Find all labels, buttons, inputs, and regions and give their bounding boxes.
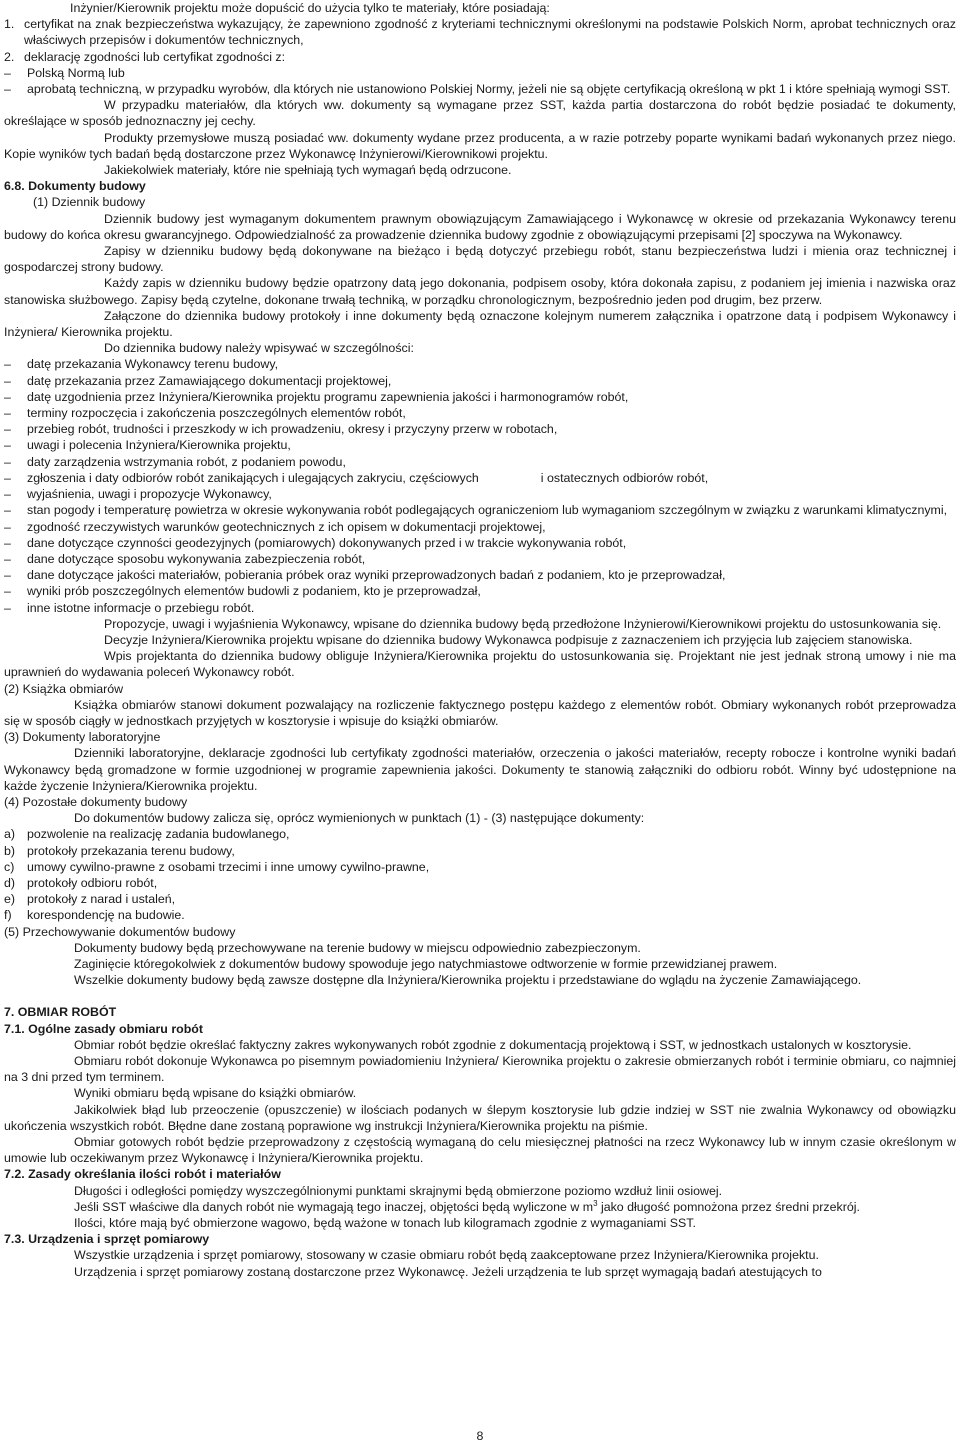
- page-number: 8: [476, 1429, 484, 1443]
- dash-text: dane dotyczące sposobu wykonywania zabezpieczenia robót,: [27, 551, 366, 566]
- dash-item: – datę przekazania przez Zamawiającego dokumentacji projektowej,: [4, 373, 956, 389]
- documents-list: [4, 826, 956, 923]
- list-text: protokoły przekazania terenu budowy,: [27, 843, 235, 858]
- paragraph: Do dziennika budowy należy wpisywać w szczególności:: [104, 341, 414, 356]
- section-heading-7: 7. OBMIAR ROBÓT: [4, 1005, 117, 1020]
- list-item: [4, 49, 956, 65]
- dash-text: i ostatecznych odbiorów robót,: [540, 470, 709, 485]
- dash-item: – zgodność rzeczywistych warunków geotechnicznych z ich opisem w dokumentacji projektowej,: [4, 519, 956, 535]
- dash-text: stan pogody i temperaturę powietrza w okresie wykonywania robót podlegających ograniczeniom lub wymaganiom szczególnym w związku z warunkami klimatycznymi,: [27, 503, 948, 518]
- intro-line: Inżynier/Kierownik projektu może dopuścić do użycia tylko te materiały, które posiadają:: [70, 1, 550, 15]
- section-heading-7-2: 7.2. Zasady określania ilości robót i materiałów: [4, 1167, 281, 1182]
- dash-text: inne istotne informacje o przebiegu robót.: [27, 600, 255, 615]
- dash-text: wyjaśnienia, uwagi i propozycje Wykonawcy,: [27, 487, 272, 502]
- diary-entries-list: [4, 356, 956, 469]
- paragraph: Książka obmiarów stanowi dokument pozwalający na rozliczenie faktycznego postępu każdego z elementów robót. Obmiary wykonanych robót przeprowadza się w sposób ciągły w jednostkach przyjętych w kosztorysie i wpisuje do książki obmiarów.: [4, 697, 956, 728]
- list-text: korespondencję na budowie.: [27, 908, 185, 923]
- section-heading-6-8: 6.8. Dokumenty budowy: [4, 179, 146, 194]
- list-letter: a): [4, 827, 16, 842]
- dash-item: – uwagi i polecenia Inżyniera/Kierownika projektu,: [4, 437, 956, 453]
- dash-text: uwagi i polecenia Inżyniera/Kierownika projektu,: [27, 438, 291, 453]
- paragraph: Jakikolwiek błąd lub przeoczenie (opuszczenie) w ilościach podanych w ślepym kosztorysie lub gdzie indziej w SST nie zwalnia Wykonawcy od obowiązku ukończenia wszystkich robót. Błędne dane zostaną poprawione wg instrukcji Inżyniera/Kierownika projektu na piśmie.: [4, 1102, 956, 1133]
- dash-item: – daty zarządzenia wstrzymania robót, z podaniem powodu,: [4, 454, 956, 470]
- dash-item: – Polską Normą lub: [4, 65, 956, 81]
- list-item: [4, 859, 956, 875]
- dash-item: – aprobatą techniczną, w przypadku wyrobów, dla których nie ustanowiono Polskiej Normy, jeżeli nie są objęte certyfikacją określoną w pkt 1 i które spełniają wymogi SST.: [4, 81, 956, 97]
- subsection-title: (4) Pozostałe dokumenty budowy: [4, 794, 188, 809]
- paragraph: Dokumenty budowy będą przechowywane na terenie budowy w miejscu odpowiednio zabezpieczonym.: [74, 940, 641, 955]
- paragraph: Produkty przemysłowe muszą posiadać ww. dokumenty wydane przez producenta, a w razie potrzeby poparte wynikami badań wykonanych przez niego. Kopie wyników tych badań będą dostarczone przez Wykonawcę Inżynierowi/Kierownikowi projektu.: [4, 130, 956, 161]
- dash-text: datę przekazania przez Zamawiającego dokumentacji projektowej,: [27, 373, 392, 388]
- paragraph: Dziennik budowy jest wymaganym dokumentem prawnym obowiązującym Zamawiającego i Wykonawcę w okresie od przekazania Wykonawcy terenu budowy do końca okresu gwarancyjnego. Odpowiedzialność za prowadzenie dziennika budowy zgodnie z obowiązującymi przepisami [2] spoczywa na Wykonawcy.: [4, 211, 956, 242]
- subsection-title: (5) Przechowywanie dokumentów budowy: [4, 924, 236, 939]
- diary-entries-list-2: [4, 486, 956, 616]
- list-item: [4, 16, 956, 48]
- paragraph: Załączone do dziennika budowy protokoły i inne dokumenty będą oznaczone kolejnym numerem załącznika i opatrzone datą i podpisem Wykonawcy i Inżyniera/ Kierownika projektu.: [4, 308, 956, 340]
- section-heading-7-1: 7.1. Ogólne zasady obmiaru robót: [4, 1021, 203, 1036]
- dash-item: – wyjaśnienia, uwagi i propozycje Wykonawcy,: [4, 486, 956, 502]
- paragraph: Obmiar robót będzie określać faktyczny zakres wykonywanych robót zgodnie z dokumentacją projektową i SST, w jednostkach ustalonych w kosztorysie.: [74, 1037, 912, 1052]
- paragraph: Obmiar gotowych robót będzie przeprowadzony z częstością wymaganą do celu miesięcznej płatności na rzecz Wykonawcy lub w innym czasie określonym w umowie lub oczekiwanym przez Wykonawcę i Inżyniera/Kierownika projektu.: [4, 1135, 956, 1166]
- dash-item: – datę przekazania Wykonawcy terenu budowy,: [4, 356, 956, 372]
- list-letter: e): [4, 892, 16, 907]
- list-letter: f): [4, 908, 12, 923]
- dash-text: daty zarządzenia wstrzymania robót, z podaniem powodu,: [27, 454, 346, 469]
- paragraph: W przypadku materiałów, dla których ww. dokumenty są wymagane przez SST, każda partia dostarczona do robót będzie posiadać te dokumenty, określające w sposób jednoznaczny jej cechy.: [4, 98, 956, 129]
- dash-text: przebieg robót, trudności i przeszkody w ich prowadzeniu, okresy i przyczyny przerw w robotach,: [27, 422, 558, 437]
- subsection-title: (3) Dokumenty laboratoryjne: [4, 730, 161, 745]
- dash-item: – zgłoszenia i daty odbiorów robót zanikających i ulegających zakryciu, częściowych i ostatecznych odbiorów robót,: [4, 470, 709, 485]
- list-letter: d): [4, 875, 16, 890]
- paragraph: Dzienniki laboratoryjne, deklaracje zgodności lub certyfikaty zgodności materiałów, orzeczenia o jakości materiałów, recepty robocze i kontrolne wyniki badań Wykonawcy będą gromadzone w formie uzgodnionej w programie zapewnienia jakości. Dokumenty te stanowią załączniki do odbioru robót. Winny być udostępnione na każde życzenie Inżyniera/Kierownika projektu.: [4, 746, 956, 793]
- paragraph: Do dokumentów budowy zalicza się, oprócz wymienionych w punktach (1) - (3) następujące dokumenty:: [74, 811, 645, 826]
- dash-item: – dane dotyczące jakości materiałów, pobierania próbek oraz wyniki przeprowadzonych badań z podaniem, kto je przeprowadzał,: [4, 567, 956, 583]
- list-item: [4, 826, 956, 842]
- list-text: deklarację zgodności lub certyfikat zgodności z:: [24, 49, 286, 64]
- dash-item: – dane dotyczące czynności geodezyjnych (pomiarowych) dokonywanych przed i w trakcie wykonywania robót,: [4, 535, 956, 551]
- paragraph: Zaginięcie któregokolwiek z dokumentów budowy spowoduje jego natychmiastowe odtworzenie w formie przewidzianej prawem.: [74, 956, 778, 971]
- paragraph: Każdy zapis w dzienniku budowy będzie opatrzony datą jego dokonania, podpisem osoby, która dokonała zapisu, z podaniem jej imienia i nazwiska oraz stanowiska służbowego. Zapisy będą czytelne, dokonane trwałą techniką, w porządku chronologicznym, bezpośrednio jeden pod drugim, bez przerw.: [4, 276, 956, 307]
- paragraph: Jakiekolwiek materiały, które nie spełniają tych wymagań będą odrzucone.: [104, 163, 512, 178]
- paragraph: Wszystkie urządzenia i sprzęt pomiarowy, stosowany w czasie obmiaru robót będą zaakceptowane przez Inżyniera/Kierownika projektu.: [74, 1248, 819, 1263]
- list-text: umowy cywilno-prawne z osobami trzecimi i inne umowy cywilno-prawne,: [27, 859, 430, 874]
- list-item: [4, 875, 956, 891]
- dash-item: – terminy rozpoczęcia i zakończenia poszczególnych elementów robót,: [4, 405, 956, 421]
- section-heading-7-3: 7.3. Urządzenia i sprzęt pomiarowy: [4, 1232, 210, 1247]
- list-item: [4, 843, 956, 859]
- list-letter: b): [4, 843, 16, 858]
- dash-item: – datę uzgodnienia przez Inżyniera/Kierownika projektu programu zapewnienia jakości i harmonogramów robót,: [4, 389, 956, 405]
- dash-text: Polską Normą lub: [27, 65, 125, 80]
- paragraph: Obmiaru robót dokonuje Wykonawca po pisemnym powiadomieniu Inżyniera/ Kierownika projektu o zakresie obmierzanych robót i terminie obmiaru, co najmniej na 3 dni przed tym terminem.: [4, 1054, 956, 1085]
- paragraph: Jeśli SST właściwe dla danych robót nie wymagają tego inaczej, objętości będą wyliczone w $m^3$ jako długość pomnożona przez średni przekrój.: [74, 1198, 860, 1214]
- subsection-title: (2) Książka obmiarów: [4, 681, 124, 696]
- paragraph: Urządzenia i sprzęt pomiarowy zostaną dostarczone przez Wykonawcę. Jeżeli urządzenia te lub sprzęt wymagają badań atestujących to: [74, 1264, 822, 1279]
- list-item: [4, 891, 956, 907]
- dash-item: – stan pogody i temperaturę powietrza w okresie wykonywania robót podlegających ograniczeniom lub wymaganiom szczególnym w związku z warunkami klimatycznymi,: [4, 502, 956, 518]
- dash-text: terminy rozpoczęcia i zakończenia poszczególnych elementów robót,: [27, 406, 406, 421]
- subsection-title: (1) Dziennik budowy: [33, 195, 146, 210]
- paragraph: Ilości, które mają być obmierzone wagowo, będą ważone w tonach lub kilogramach zgodnie z wymaganiami SST.: [74, 1216, 696, 1231]
- list-letter: c): [4, 859, 15, 874]
- paragraph: Zapisy w dzienniku budowy będą dokonywane na bieżąco i będą dotyczyć przebiegu robót, stanu bezpieczeństwa ludzi i mienia oraz technicznej i gospodarczej strony budowy.: [4, 244, 956, 275]
- dash-text: dane dotyczące czynności geodezyjnych (pomiarowych) dokonywanych przed i w trakcie wykonywania robót,: [27, 535, 627, 550]
- page-content: [4, 0, 956, 1280]
- list-text: certyfikat na znak bezpieczeństwa wykazujący, że zapewniono zgodność z kryteriami technicznymi określonymi na podstawie Polskich Norm, aprobat technicznych oraz właściwych przepisów i dokumentów technicznych,: [24, 17, 956, 48]
- dash-text: wyniki prób poszczególnych elementów budowli z podaniem, kto je przeprowadzał,: [27, 584, 481, 599]
- dash-item: – wyniki prób poszczególnych elementów budowli z podaniem, kto je przeprowadzał,: [4, 583, 956, 599]
- list-item: [4, 907, 956, 923]
- dash-item: – przebieg robót, trudności i przeszkody w ich prowadzeniu, okresy i przyczyny przerw w robotach,: [4, 421, 956, 437]
- paragraph: Decyzje Inżyniera/Kierownika projektu wpisane do dziennika budowy Wykonawca podpisuje z zaznaczeniem ich przyjęcia lub zajęciem stanowiska.: [104, 632, 913, 647]
- dash-text: aprobatą techniczną, w przypadku wyrobów, dla których nie ustanowiono Polskiej Normy, jeżeli nie są objęte certyfikacją określoną w pkt 1 i które spełniają wymogi SST.: [27, 82, 951, 97]
- dash-item: – inne istotne informacje o przebiegu robót.: [4, 600, 956, 616]
- list-number: 2.: [4, 49, 15, 64]
- paragraph: Wpis projektanta do dziennika budowy obliguje Inżyniera/Kierownika projektu do ustosunkowania się. Projektant nie jest jednak stroną umowy i nie ma uprawnień do wydawania poleceń Wykonawcy robót.: [4, 649, 956, 680]
- dash-text: zgłoszenia i daty odbiorów robót zanikających i ulegających zakryciu, częściowych: [27, 470, 479, 485]
- paragraph: Wyniki obmiaru będą wpisane do książki obmiarów.: [74, 1086, 357, 1101]
- paragraph: Wszelkie dokumenty budowy będą zawsze dostępne dla Inżyniera/Kierownika projektu i przedstawiane do wglądu na życzenie Zamawiającego.: [74, 973, 862, 988]
- list-text: protokoły z narad i ustaleń,: [27, 892, 176, 907]
- list-text: protokoły odbioru robót,: [27, 875, 158, 890]
- list-text: pozwolenie na realizację zadania budowlanego,: [27, 827, 290, 842]
- paragraph: Długości i odległości pomiędzy wyszczególnionymi punktami skrajnymi będą obmierzone poziomo wzdłuż linii osiowej.: [74, 1183, 723, 1198]
- dash-item: – dane dotyczące sposobu wykonywania zabezpieczenia robót,: [4, 551, 956, 567]
- paragraph: Propozycje, uwagi i wyjaśnienia Wykonawcy, wpisane do dziennika budowy będą przedłożone Inżynierowi/Kierownikowi projektu do ustosunkowania się.: [104, 616, 942, 631]
- dash-text: dane dotyczące jakości materiałów, pobierania próbek oraz wyniki przeprowadzonych badań z podaniem, kto je przeprowadzał,: [27, 568, 726, 583]
- dash-text: datę przekazania Wykonawcy terenu budowy,: [27, 357, 279, 372]
- dash-text: datę uzgodnienia przez Inżyniera/Kierownika projektu programu zapewnienia jakości i harmonogramów robót,: [27, 389, 629, 404]
- dash-text: zgodność rzeczywistych warunków geotechnicznych z ich opisem w dokumentacji projektowej,: [27, 519, 546, 534]
- list-number: 1.: [4, 17, 15, 32]
